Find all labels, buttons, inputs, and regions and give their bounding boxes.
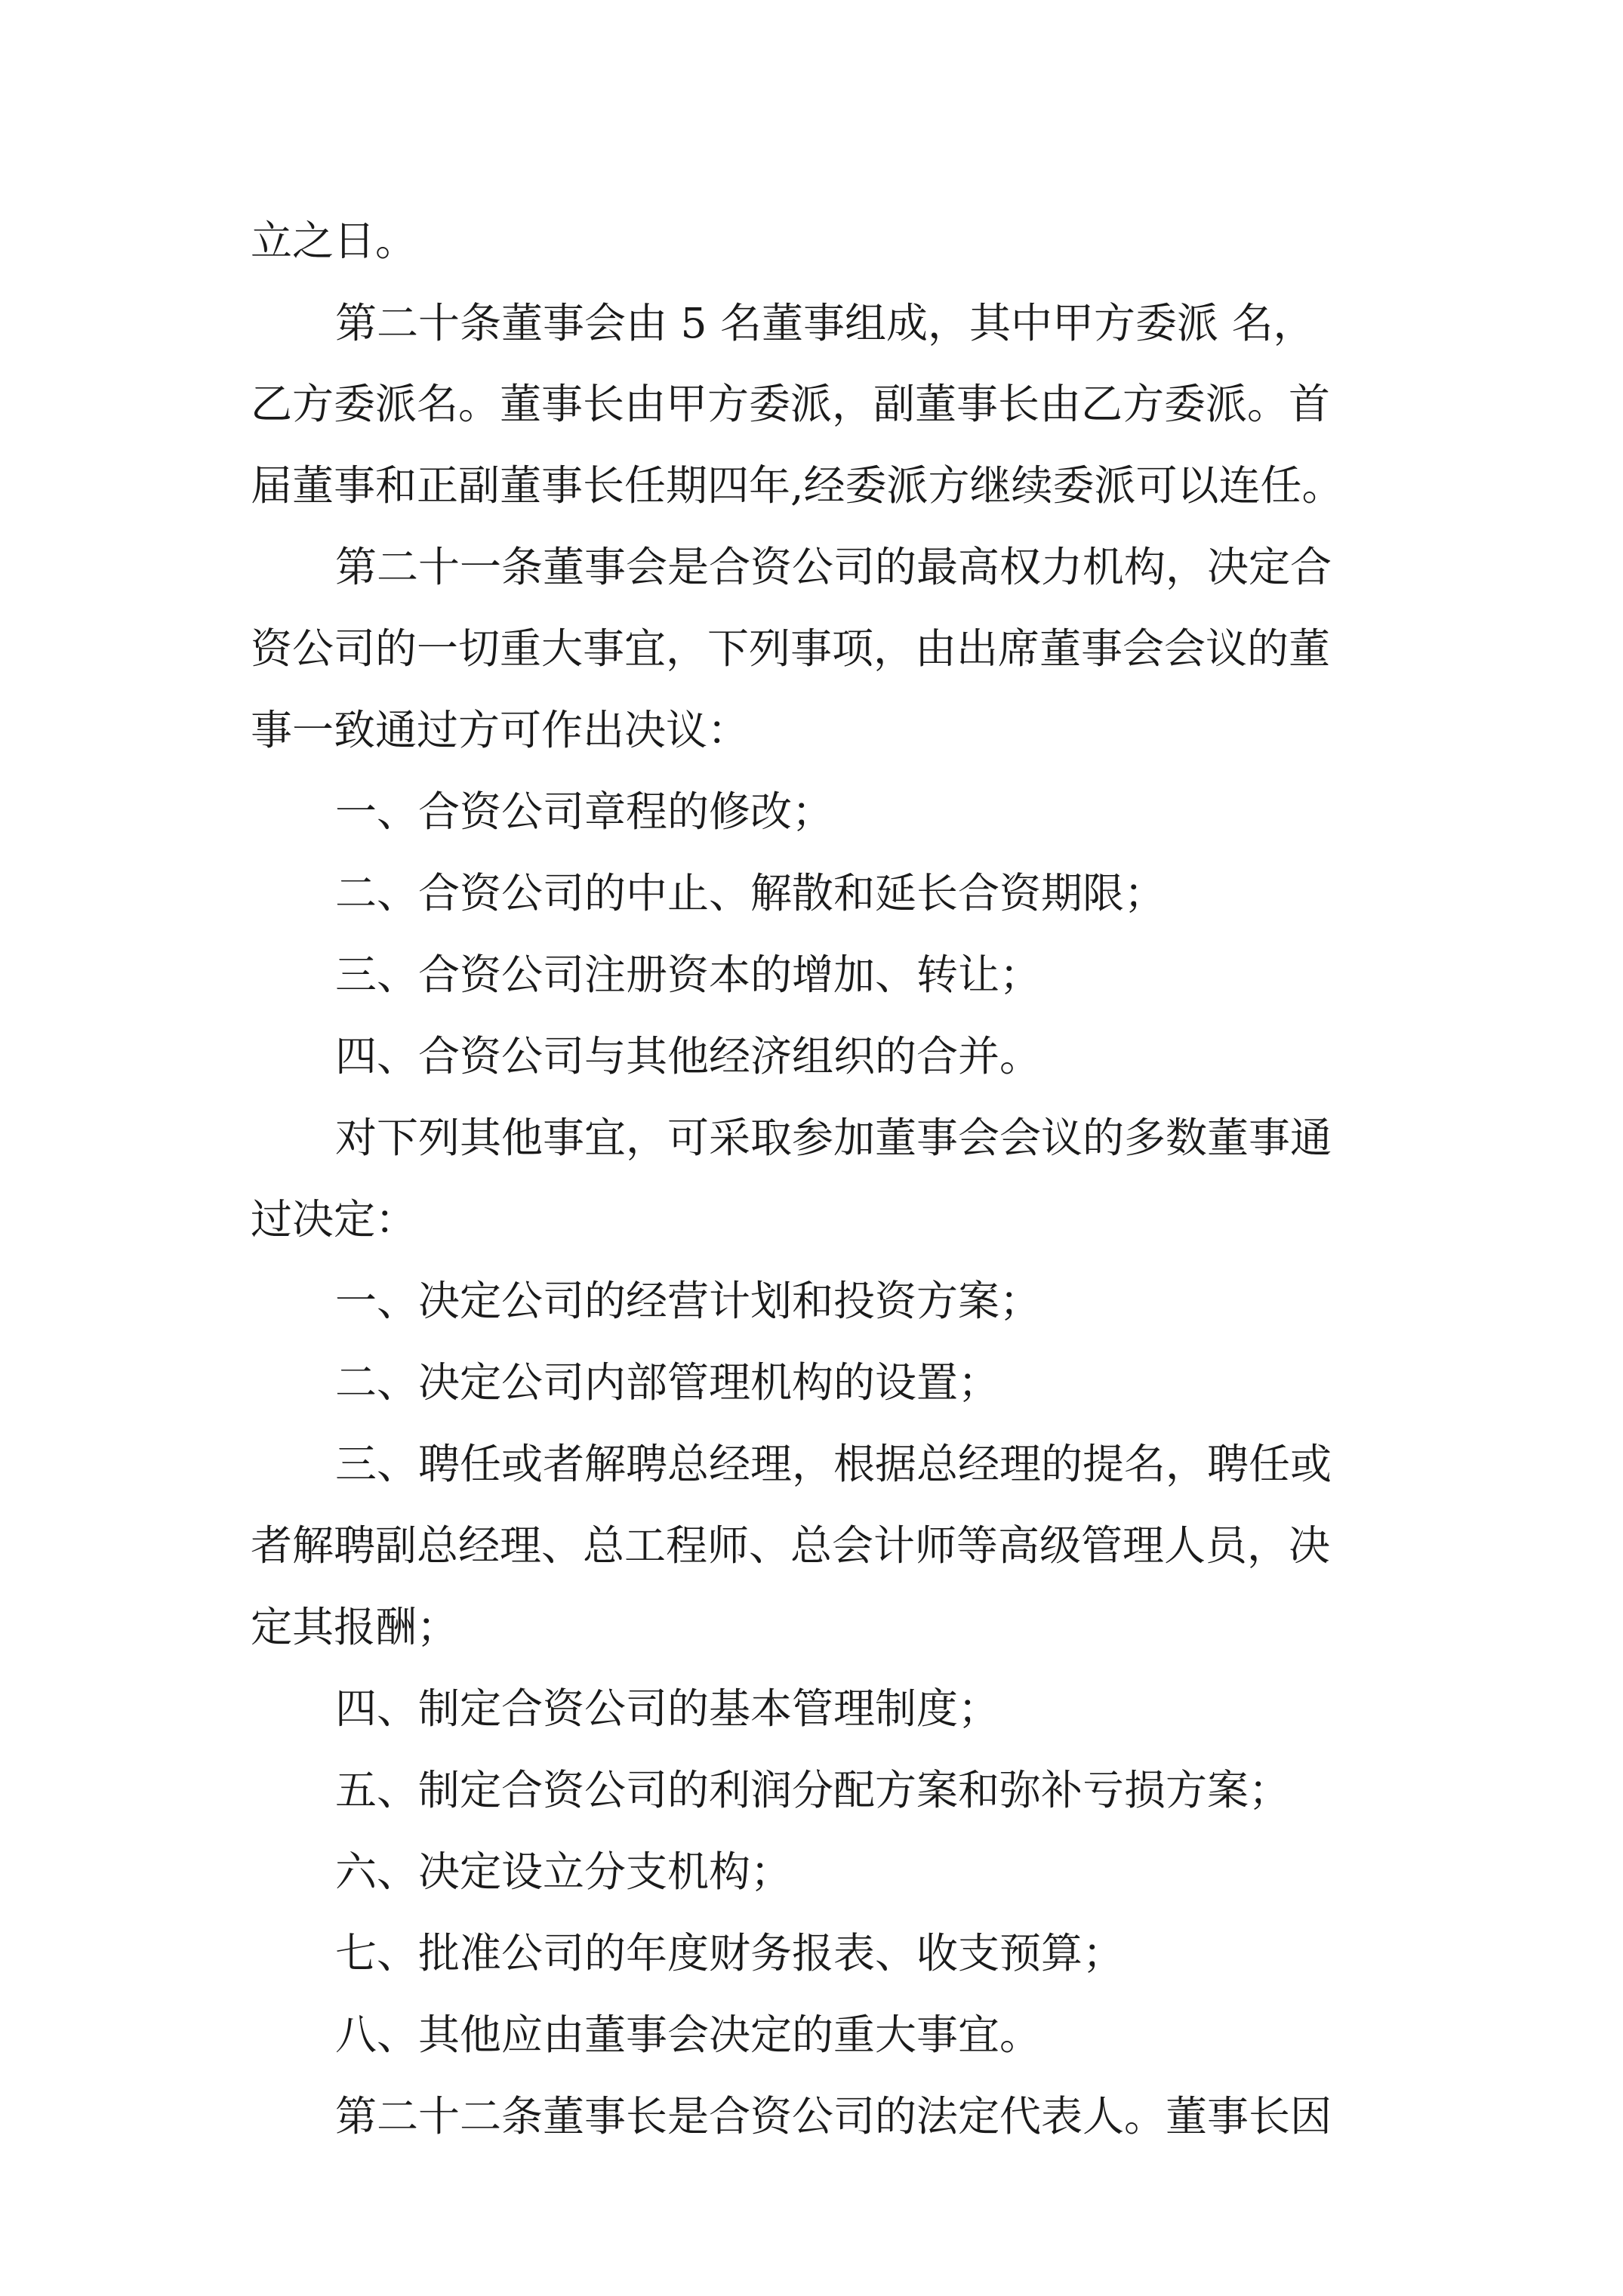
text-line: 乙方委派名。董事长由甲方委派，副董事长由乙方委派。首 xyxy=(251,380,1331,428)
text-line: 对下列其他事宜，可采取参加董事会会议的多数董事通 xyxy=(335,1114,1332,1162)
text-line: 立之日。 xyxy=(251,217,417,265)
text-line: 五、制定合资公司的利润分配方案和弥补亏损方案； xyxy=(335,1766,1291,1814)
text-line: 第二十二条董事长是合资公司的法定代表人。董事长因 xyxy=(335,2092,1332,2140)
text-line: 资公司的一切重大事宜，下列事项，由出席董事会会议的董 xyxy=(251,624,1331,673)
text-line: 者解聘副总经理、总工程师、总会计师等高级管理人员，决 xyxy=(251,1521,1331,1570)
text-line: 三、聘任或者解聘总经理，根据总经理的提名，聘任或 xyxy=(335,1440,1332,1488)
text-line: 第二十一条董事会是合资公司的最高权力机构，决定合 xyxy=(335,543,1332,591)
text-line: 过决定： xyxy=(251,1195,417,1244)
text-line: 八、其他应由董事会决定的重大事宜。 xyxy=(335,2011,1042,2059)
text-line: 四、制定合资公司的基本管理制度； xyxy=(335,1684,1000,1733)
text-line: 一、合资公司章程的修改； xyxy=(335,787,834,836)
text-line: 三、合资公司注册资本的增加、转让； xyxy=(335,951,1042,999)
text-line: 第二十条董事会由 5 名董事组成，其中甲方委派 名， xyxy=(335,299,1315,347)
text-line: 定其报酬； xyxy=(251,1603,459,1651)
text-line: 事一致通过方可作出决议： xyxy=(251,706,750,754)
text-line: 一、决定公司的经营计划和投资方案； xyxy=(335,1277,1042,1325)
text-line: 七、批准公司的年度财务报表、收支预算； xyxy=(335,1929,1125,1977)
text-line: 六、决定设立分支机构； xyxy=(335,1848,793,1896)
text-line: 二、决定公司内部管理机构的设置； xyxy=(335,1358,1000,1407)
text-line: 四、合资公司与其他经济组织的合并。 xyxy=(335,1032,1042,1080)
text-line: 二、合资公司的中止、解散和延长合资期限； xyxy=(335,869,1166,917)
text-line: 届董事和正副董事长任期四年,经委派方继续委派可以连任。 xyxy=(251,461,1344,510)
